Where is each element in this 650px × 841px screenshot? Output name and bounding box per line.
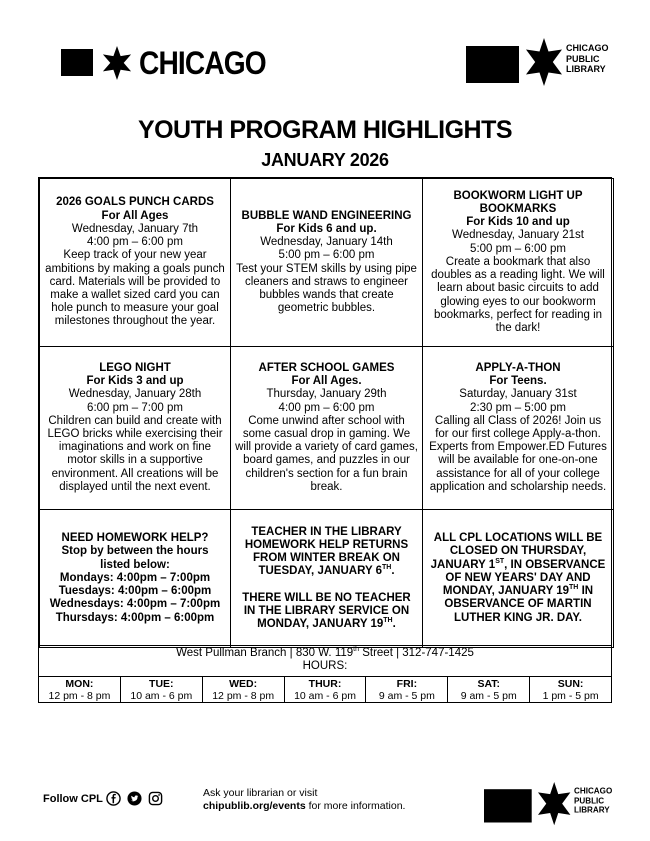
teacher-notice-card xyxy=(231,510,423,648)
hours-cell: FRI: 9 am - 5 pm xyxy=(366,677,448,702)
no-teacher-notice: THERE WILL BE NO TEACHER IN THE LIBRARY SERVICE ON MONDAY, JANUARY 19TH. xyxy=(242,591,411,630)
program-audience: For All Ages xyxy=(101,209,169,222)
program-description: Come unwind after school with some casual drop in gaming. We will provide a variety of card games, board games, and puzzles in our children's section for a fun brain break. xyxy=(235,414,418,493)
program-date: Wednesday, January 7th xyxy=(71,222,199,235)
program-description: Keep track of your new year ambitions by making a goals punch card. Materials will be provided to make a wallet sized card you can hole punch to measure your goal milestones throughout the year. xyxy=(45,249,225,328)
homework-help-card xyxy=(40,510,231,648)
events-link[interactable]: chipublib.org/events xyxy=(203,800,306,812)
program-time: 6:00 pm – 7:00 pm xyxy=(87,401,183,414)
homework-hours: Wednesdays: 4:00pm – 7:00pm xyxy=(49,598,221,611)
facebook-icon[interactable] xyxy=(106,791,121,806)
program-audience: For Kids 3 and up xyxy=(86,375,184,388)
program-title: BUBBLE WAND ENGINEERING xyxy=(241,209,412,222)
hours-cell: SUN: 1 pm - 5 pm xyxy=(542,678,599,702)
library-logo-text: CHICAGO PUBLIC LIBRARY xyxy=(574,786,613,815)
program-card xyxy=(40,179,231,347)
hours-table xyxy=(38,676,612,703)
homework-line: Stop by between the hours xyxy=(61,545,209,558)
branch-address: West Pullman Branch | 830 W. 119th Street | 312-747-1425 xyxy=(176,646,474,659)
program-card xyxy=(423,347,614,510)
program-time: 4:00 pm – 6:00 pm xyxy=(278,401,375,414)
program-audience: For All Ages. xyxy=(291,375,362,388)
instagram-icon[interactable] xyxy=(148,791,163,806)
hours-cell: SAT: 9 am - 5 pm xyxy=(448,677,530,702)
cpl-star-icon xyxy=(466,38,564,86)
page-title: YOUTH PROGRAM HIGHLIGHTS xyxy=(137,116,513,144)
program-audience: For Kids 10 and up xyxy=(466,216,570,229)
program-audience: For Teens. xyxy=(489,375,547,388)
program-date: Wednesday, January 14th xyxy=(260,236,393,249)
closure-notice: ALL CPL LOCATIONS WILL BE CLOSED ON THURSDAY, JANUARY 1ST, IN OBSERVANCE OF NEW YEARS' DAY AND MONDAY, JANUARY 19TH IN OBSERVANCE OF MARTIN LUTHER KING JR. DAY. xyxy=(430,532,606,624)
city-of-chicago-logo xyxy=(61,44,266,82)
program-title: LEGO NIGHT xyxy=(99,361,171,374)
program-date: Thursday, January 29th xyxy=(266,388,387,401)
program-time: 4:00 pm – 6:00 pm xyxy=(87,236,183,249)
program-time: 5:00 pm – 6:00 pm xyxy=(470,242,566,255)
homework-hours: Tuesdays: 4:00pm – 6:00pm xyxy=(58,585,212,598)
program-date: Wednesday, January 21st xyxy=(452,229,584,242)
homework-hours: Mondays: 4:00pm – 7:00pm xyxy=(59,571,211,584)
follow-cpl-label: Follow CPL xyxy=(43,793,103,805)
city-logo-text: CHICAGO xyxy=(139,45,266,81)
program-description: Test your STEM skills by using pipe cleaners and straws to engineer bubbles wands that create geometric bubbles. xyxy=(236,262,417,315)
branch-info xyxy=(38,645,612,677)
homework-line: listed below: xyxy=(100,558,170,571)
hours-cell: MON: 12 pm - 8 pm xyxy=(39,677,121,702)
chicago-public-library-logo xyxy=(466,38,616,86)
program-description: Children can build and create with LEGO bricks while exercising their imaginations and work on fine motor skills in a supportive environment. All creations will be displayed until the next event. xyxy=(47,414,223,493)
hours-cell: THUR: 10 am - 6 pm xyxy=(285,677,367,702)
teacher-return-notice: TEACHER IN THE LIBRARY HOMEWORK HELP RETURNS FROM WINTER BREAK ON TUESDAY, JANUARY 6TH. xyxy=(244,525,409,578)
program-card xyxy=(423,179,614,347)
hours-cell: TUE: 10 am - 6 pm xyxy=(121,677,203,702)
ask-librarian-text: Ask your librarian or visit xyxy=(203,787,318,799)
homework-hours: Thursdays: 4:00pm – 6:00pm xyxy=(55,611,215,624)
homework-heading: NEED HOMEWORK HELP? xyxy=(61,532,209,545)
program-title: BOOKWORM LIGHT UP BOOKMARKS xyxy=(453,189,583,216)
program-title: AFTER SCHOOL GAMES xyxy=(258,361,395,374)
hours-cell: WED: 12 pm - 8 pm xyxy=(203,677,285,702)
twitter-icon[interactable] xyxy=(127,791,142,806)
program-date: Saturday, January 31st xyxy=(459,388,577,401)
library-logo-text: CHICAGO PUBLIC LIBRARY xyxy=(566,43,609,74)
program-audience: For Kids 6 and up. xyxy=(276,222,377,235)
page-subtitle: JANUARY 2026 xyxy=(261,150,389,170)
cpl-star-icon xyxy=(484,782,572,825)
hours-label: HOURS: xyxy=(302,660,348,672)
program-time: 2:30 pm – 5:00 pm xyxy=(470,401,566,414)
footer-info xyxy=(203,787,405,813)
program-card xyxy=(231,179,423,347)
chicago-star-icon xyxy=(61,44,137,82)
program-title: 2026 GOALS PUNCH CARDS xyxy=(56,196,214,209)
program-description: Calling all Class of 2026! Join us for our first college Apply-a-thon. Experts from Empower.ED Futures will be available for one-on-one assistance for all of your college application and scholarship needs. xyxy=(429,414,607,493)
chicago-public-library-footer-logo xyxy=(484,782,619,825)
program-description: Create a bookmark that also doubles as a reading light. We will learn about basic circuits to add glowing eyes to our bookworm bookmarks, perfect for reading in the dark! xyxy=(431,255,605,334)
program-grid xyxy=(38,177,612,646)
program-date: Wednesday, January 28th xyxy=(68,388,202,401)
program-time: 5:00 pm – 6:00 pm xyxy=(278,249,375,262)
program-card xyxy=(231,347,423,510)
program-card xyxy=(40,347,231,510)
more-info-text: for more information. xyxy=(305,800,406,812)
closure-notice-card xyxy=(423,510,614,648)
program-title: APPLY-A-THON xyxy=(475,361,561,374)
